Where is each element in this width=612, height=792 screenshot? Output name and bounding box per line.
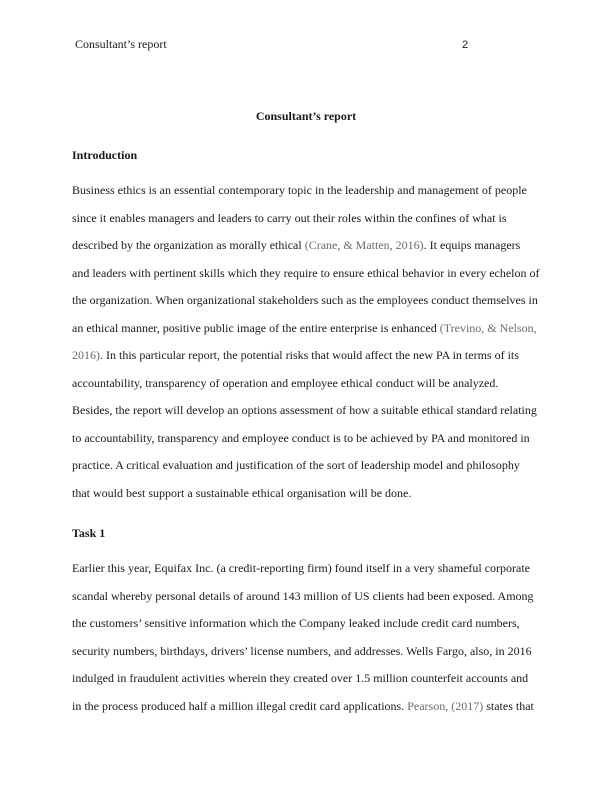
text-run: accountability, transparency of operation and employee ethical conduct will be analyzed. bbox=[72, 375, 499, 390]
text-run: Besides, the report will develop an options assessment of how a suitable ethical standard relating bbox=[72, 403, 537, 417]
text-line bbox=[72, 583, 542, 611]
text-run: practice. A critical evaluation and justification of the sort of leadership model and philosophy bbox=[72, 458, 520, 472]
text-run: since it enables managers and leaders to carry out their roles within the confines of what is bbox=[72, 210, 507, 225]
citation: Pearson, (2017) bbox=[407, 698, 484, 713]
text-run: Earlier this year, Equifax Inc. (a credit-reporting firm) found itself in a very shameful corporate bbox=[72, 561, 530, 575]
text-run: and leaders with pertinent skills which they require to ensure ethical behavior in every echelon of bbox=[72, 265, 540, 280]
section-heading-task-1: Task 1 bbox=[72, 526, 106, 540]
text-run: described by the organization as morally ethical bbox=[72, 238, 305, 252]
text-run: the customers’ sensitive information which the Company leaked include credit card numbers, bbox=[72, 616, 520, 630]
text-line bbox=[72, 425, 542, 453]
text-line bbox=[72, 452, 542, 480]
text-run: Business ethics is an essential contemporary topic in the leadership and management of people bbox=[72, 183, 527, 197]
text-line bbox=[72, 397, 542, 425]
text-run: security numbers, birthdays, drivers’ license numbers, and addresses. Wells Fargo, also, in 2016 bbox=[72, 643, 532, 658]
text-run: an ethical manner, positive public image of the entire enterprise is enhanced bbox=[72, 320, 440, 335]
text-line bbox=[72, 287, 542, 315]
page-number: 2 bbox=[462, 39, 469, 51]
section-heading-introduction: Introduction bbox=[72, 148, 138, 162]
text-run: the organization. When organizational stakeholders such as the employees conduct themselves in bbox=[72, 293, 538, 307]
text-line bbox=[72, 205, 542, 233]
text-run: . In this particular report, the potential risks that would affect the new PA in terms of its bbox=[100, 348, 519, 362]
text-run: scandal whereby personal details of around 143 million of US clients had been exposed. Among bbox=[72, 588, 534, 603]
text-run: . It equips managers bbox=[423, 238, 521, 252]
introduction-paragraph bbox=[72, 177, 542, 507]
text-line bbox=[72, 693, 542, 721]
text-line bbox=[72, 342, 542, 370]
text-line bbox=[72, 232, 542, 260]
text-line bbox=[72, 638, 542, 666]
text-line bbox=[72, 665, 542, 693]
text-line bbox=[72, 315, 542, 343]
text-line bbox=[72, 260, 542, 288]
document-title: Consultant’s report bbox=[255, 109, 357, 123]
text-run: in the process produced half a million illegal credit card applications. bbox=[72, 698, 408, 713]
text-run: indulged in fraudulent activities wherein they created over 1.5 million counterfeit accounts and bbox=[72, 671, 529, 685]
text-line bbox=[72, 177, 542, 205]
task-1-paragraph bbox=[72, 555, 542, 720]
text-line bbox=[72, 555, 542, 583]
citation: (Trevino, & Nelson, bbox=[439, 320, 537, 335]
text-line bbox=[72, 610, 542, 638]
citation: 2016) bbox=[72, 348, 100, 362]
text-run: states that bbox=[483, 698, 534, 713]
text-line bbox=[72, 370, 542, 398]
citation: (Crane, & Matten, 2016) bbox=[304, 238, 424, 252]
text-line bbox=[72, 480, 542, 508]
text-run: to accountability, transparency and employee conduct is to be achieved by PA and monitored in bbox=[72, 430, 530, 445]
running-header-title: Consultant’s report bbox=[75, 37, 167, 51]
text-run: that would best support a sustainable ethical organisation will be done. bbox=[72, 485, 412, 500]
